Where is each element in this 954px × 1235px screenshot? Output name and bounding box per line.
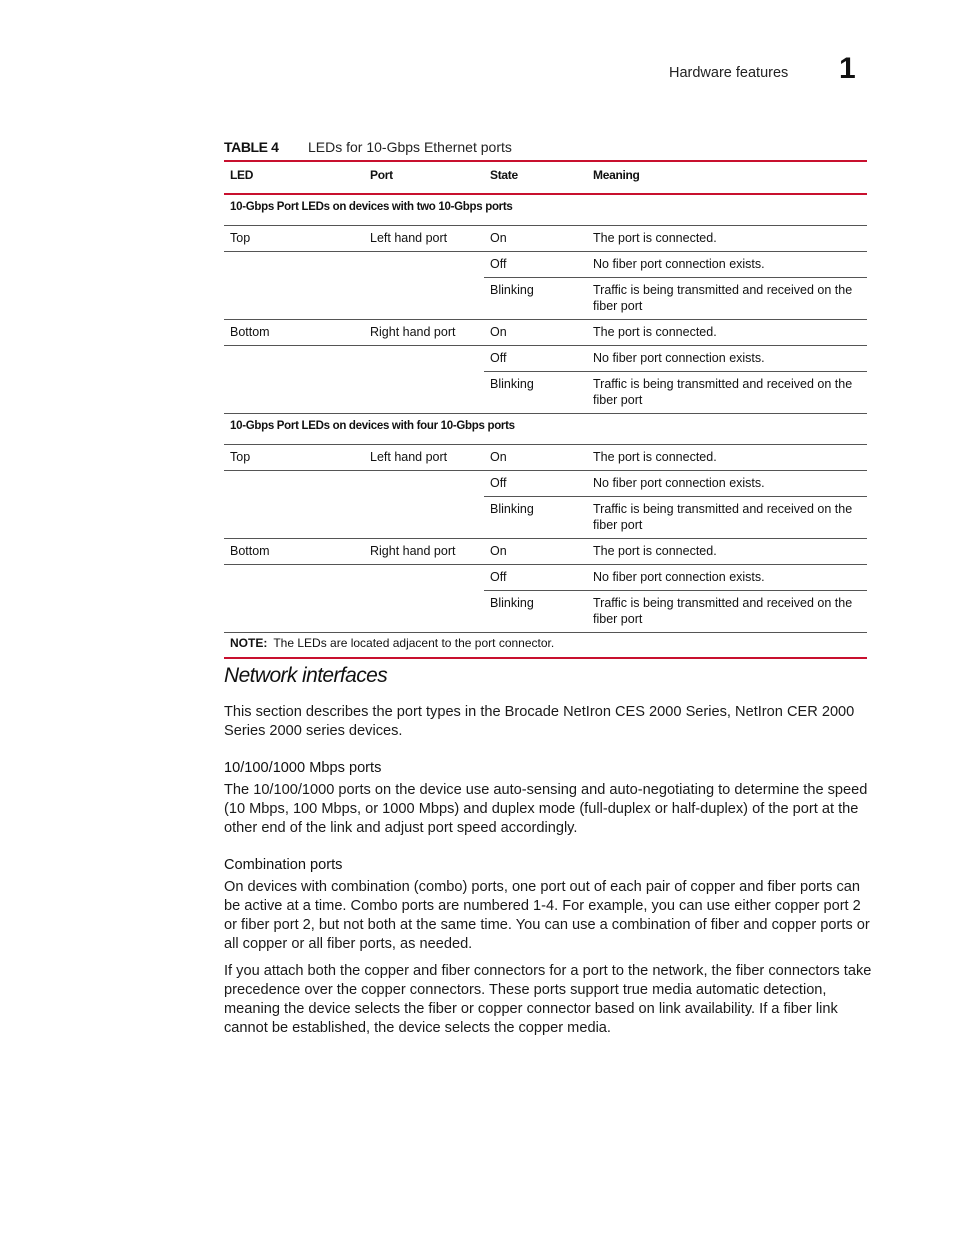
led-cell: Top (224, 445, 364, 471)
port-cell (364, 372, 484, 414)
state-cell: Blinking (484, 497, 587, 539)
led-cell (224, 591, 364, 633)
table-caption (224, 139, 512, 155)
meaning-cell: Traffic is being transmitted and received on the fiber port (587, 591, 867, 633)
meaning-cell: Traffic is being transmitted and received on the fiber port (587, 497, 867, 539)
state-cell: Blinking (484, 591, 587, 633)
state-cell: Off (484, 346, 587, 372)
table-row (224, 226, 867, 252)
meaning-cell: Traffic is being transmitted and received on the fiber port (587, 278, 867, 320)
combination-ports-paragraph-1: On devices with combination (combo) ports, one port out of each pair of copper and fiber ports can be active at a time. Combo ports are numbered 1-4. For example, you can use either copper port 2 or fiber port 2, but not both at the same time. You can use a combination of fiber and copper ports or all copper or all fiber ports, as needed. (224, 879, 870, 952)
state-cell: On (484, 320, 587, 346)
led-cell (224, 565, 364, 591)
led-cell (224, 471, 364, 497)
port-cell: Left hand port (364, 445, 484, 471)
meaning-cell: No fiber port connection exists. (587, 252, 867, 278)
state-cell: Blinking (484, 278, 587, 320)
led-cell (224, 252, 364, 278)
meaning-cell: No fiber port connection exists. (587, 346, 867, 372)
led-cell: Top (224, 226, 364, 252)
table-row (224, 445, 867, 471)
table-note (224, 633, 867, 659)
column-header: Meaning (587, 161, 867, 194)
led-cell (224, 497, 364, 539)
note-label: NOTE: (230, 636, 268, 650)
meaning-cell: The port is connected. (587, 445, 867, 471)
table-row (224, 252, 867, 278)
meaning-cell: No fiber port connection exists. (587, 471, 867, 497)
meaning-cell: The port is connected. (587, 539, 867, 565)
table-row (224, 346, 867, 372)
table-section-row (224, 414, 867, 445)
meaning-cell: No fiber port connection exists. (587, 565, 867, 591)
mbps-ports-paragraph: The 10/100/1000 ports on the device use auto-sensing and auto-negotiating to determine the speed (10 Mbps, 100 Mbps, or 1000 Mbps) and duplex mode (full-duplex or half-duplex) of the port at the other end of the link and adjust port speed accordingly. (224, 782, 868, 836)
meaning-cell: Traffic is being transmitted and received on the fiber port (587, 372, 867, 414)
state-cell: Off (484, 565, 587, 591)
port-cell (364, 471, 484, 497)
running-header-title: Hardware features (669, 65, 789, 81)
table-row (224, 565, 867, 591)
table-row (224, 591, 867, 633)
port-cell (364, 252, 484, 278)
led-cell (224, 372, 364, 414)
table-label: TABLE 4 (224, 139, 279, 155)
port-cell (364, 591, 484, 633)
table-caption-text: LEDs for 10-Gbps Ethernet ports (308, 139, 512, 155)
led-cell (224, 278, 364, 320)
port-cell (364, 565, 484, 591)
table-row (224, 372, 867, 414)
table-row (224, 497, 867, 539)
table-header-row (224, 161, 867, 194)
table-note-row (224, 633, 867, 659)
table-row (224, 320, 867, 346)
table-row (224, 278, 867, 320)
combination-ports-paragraph-2: If you attach both the copper and fiber connectors for a port to the network, the fiber connectors take precedence over the copper connectors. These ports support true media automatic detection, meaning the device selects the fiber or copper connector based on link availability. If a fiber link cannot be established, the device selects the copper media. (224, 963, 872, 1036)
led-cell: Bottom (224, 320, 364, 346)
chapter-number: 1 (839, 52, 856, 85)
state-cell: On (484, 445, 587, 471)
section-title: 10-Gbps Port LEDs on devices with four 10-Gbps ports (224, 414, 867, 445)
table-section-row (224, 194, 867, 226)
port-cell: Left hand port (364, 226, 484, 252)
subheading-combination-ports: Combination ports (224, 857, 343, 873)
section-heading: Network interfaces (224, 664, 388, 687)
meaning-cell: The port is connected. (587, 320, 867, 346)
led-table (224, 160, 867, 659)
state-cell: Off (484, 252, 587, 278)
port-cell: Right hand port (364, 320, 484, 346)
column-header: State (484, 161, 587, 194)
intro-paragraph: This section describes the port types in the Brocade NetIron CES 2000 Series, NetIron CER 2000 Series 2000 series devices. (224, 704, 855, 739)
port-cell (364, 497, 484, 539)
port-cell (364, 278, 484, 320)
port-cell: Right hand port (364, 539, 484, 565)
column-header: LED (224, 161, 364, 194)
port-cell (364, 346, 484, 372)
state-cell: On (484, 226, 587, 252)
state-cell: Off (484, 471, 587, 497)
led-cell (224, 346, 364, 372)
section-title: 10-Gbps Port LEDs on devices with two 10-Gbps ports (224, 194, 867, 226)
led-cell: Bottom (224, 539, 364, 565)
table-row (224, 471, 867, 497)
note-text: The LEDs are located adjacent to the port connector. (273, 636, 555, 650)
meaning-cell: The port is connected. (587, 226, 867, 252)
state-cell: Blinking (484, 372, 587, 414)
state-cell: On (484, 539, 587, 565)
column-header: Port (364, 161, 484, 194)
table-row (224, 539, 867, 565)
subheading-mbps-ports: 10/100/1000 Mbps ports (224, 760, 382, 776)
